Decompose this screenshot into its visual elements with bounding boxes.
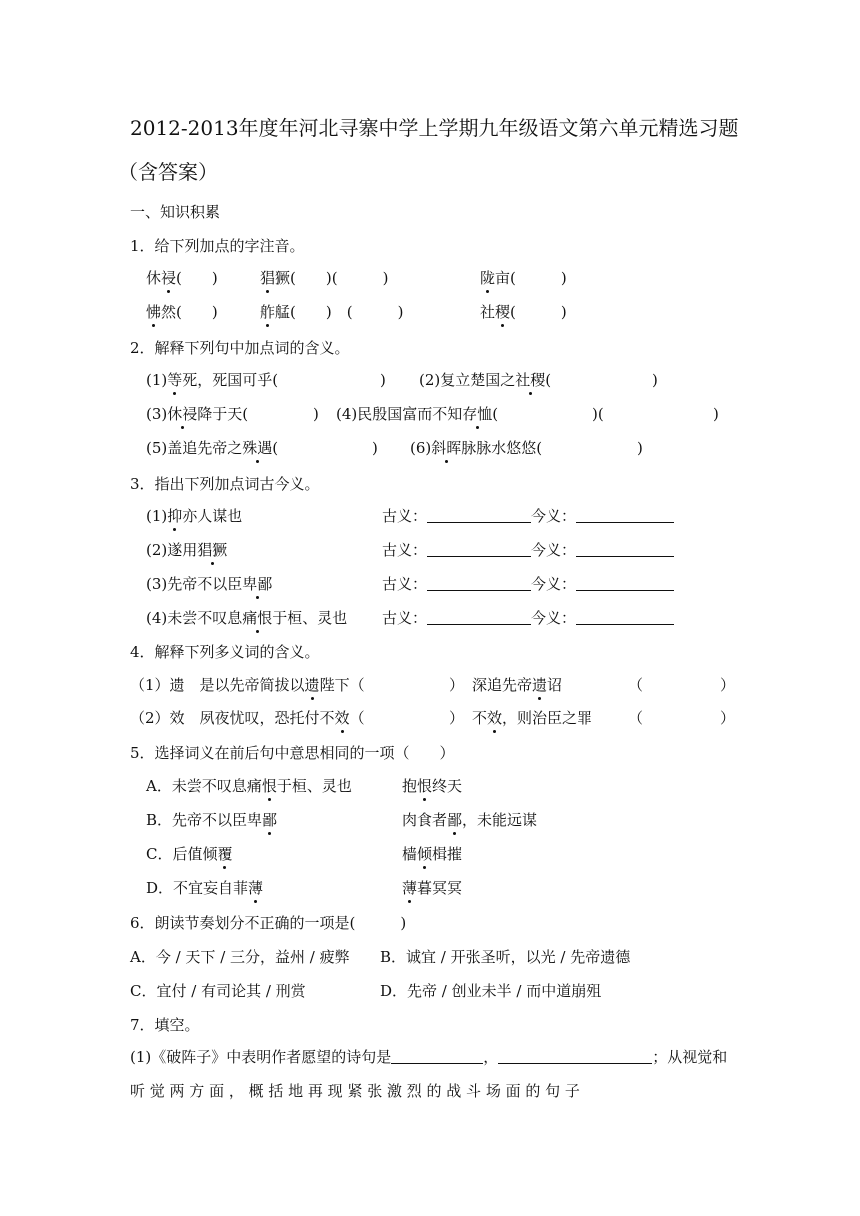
q2-item: (3)休祲降于天(: [146, 405, 249, 423]
dotted-word: 殊遇: [242, 439, 273, 457]
answer-blank[interactable]: [427, 540, 531, 557]
q4-paren: （: [628, 709, 644, 727]
q3-answer-row: 古义： 今义：: [382, 608, 674, 628]
q2-item: (2)复立楚国之社稷(: [419, 371, 552, 389]
dotted-char: 效: [487, 709, 503, 727]
dotted-char: 薄: [402, 879, 418, 897]
q2-item: (1)等死，死国可乎(: [146, 371, 279, 389]
q4-paren: ）: [720, 676, 736, 694]
doc-title: 2012-2013年度年河北寻寨中学上学期九年级语文第六单元精选习题: [130, 116, 739, 140]
q5-stem: 5．选择词义在前后句中意思相同的一项（ ）: [130, 744, 455, 762]
q2-stem: 2．解释下列句中加点词的含义。: [130, 339, 350, 357]
q4-item: （2）效 夙夜忧叹，恐托付不效（: [130, 709, 365, 727]
answer-blank[interactable]: [576, 540, 674, 557]
q1-item: 社稷( ): [480, 303, 567, 321]
q7-line: (1)《破阵子》中表明作者愿望的诗句是 ， ；从视觉和: [130, 1048, 728, 1066]
answer-blank[interactable]: [427, 506, 531, 523]
dotted-word: 存恤: [462, 405, 493, 423]
answer-blank[interactable]: [498, 1047, 652, 1064]
q4-item: 不效，则治臣之罪: [472, 709, 593, 727]
dotted-char: 薄: [248, 879, 264, 897]
q3-answer-row: 古义： 今义：: [382, 540, 674, 560]
q2-item: (4)民殷国富而不知存恤(: [336, 405, 499, 423]
q3-item: (3)先帝不以臣卑鄙: [146, 575, 273, 593]
answer-blank[interactable]: [427, 608, 531, 625]
dotted-char: 倾: [417, 845, 433, 863]
q5-option-a: A．未尝不叹息痛恨于桓、灵也: [146, 777, 352, 795]
q1-stem: 1．给下列加点的字注音。: [130, 237, 305, 255]
dotted-word: 抑: [167, 507, 183, 525]
answer-blank[interactable]: [576, 574, 674, 591]
q2-paren: ): [372, 439, 378, 457]
q5-option-d-compare: 薄暮冥冥: [402, 879, 463, 897]
dotted-char: 效: [334, 709, 350, 727]
dotted-char: 稷: [495, 303, 511, 321]
section-heading: 一、知识积累: [130, 203, 221, 221]
q2-paren: ): [652, 371, 658, 389]
q5-option-c-compare: 樯倾楫摧: [402, 845, 463, 863]
q5-option-b: B．先帝不以臣卑鄙: [146, 811, 278, 829]
q3-item: (4)未尝不叹息痛恨于桓、灵也: [146, 609, 348, 627]
q1-item: 舴艋( ) ( ): [260, 303, 404, 321]
q1-item: 陇亩( ): [480, 269, 567, 287]
q2-item: (5)盖追先帝之殊遇(: [146, 439, 279, 457]
q4-paren: ）: [449, 709, 465, 727]
q2-paren: ): [713, 405, 719, 423]
dotted-word: 休祲: [167, 405, 198, 423]
dotted-char: 猖: [260, 269, 276, 287]
dotted-char: 怫: [146, 303, 162, 321]
dotted-char: 恨: [417, 777, 433, 795]
answer-blank[interactable]: [576, 506, 674, 523]
dotted-word: 等: [167, 371, 183, 389]
dotted-char: 舴: [260, 303, 276, 321]
q2-item: (6)斜晖脉脉水悠悠(: [410, 439, 543, 457]
dotted-word: 卑鄙: [242, 575, 273, 593]
q4-paren: （: [628, 676, 644, 694]
dotted-char: 遗: [532, 676, 548, 694]
q5-option-c: C．后值倾覆: [146, 845, 233, 863]
q2-paren: )(: [592, 405, 604, 423]
q4-item: （1）遗 是以先帝简拔以遗陛下（: [130, 676, 365, 694]
q1-item: 休祲( ): [146, 269, 218, 287]
q6-option-c: C．宜付 / 有司论其 / 刑赏: [130, 982, 306, 1000]
q7-stem: 7．填空。: [130, 1016, 200, 1034]
q4-item: 深追先帝遗诏: [472, 676, 563, 694]
q6-stem: 6．朗读节奏划分不正确的一项是( ): [130, 914, 407, 932]
dotted-char: 恨: [261, 777, 277, 795]
q3-item: (1)抑亦人谋也: [146, 507, 243, 525]
q3-item: (2)遂用猖獗: [146, 541, 228, 559]
q1-item: 怫然( ): [146, 303, 218, 321]
doc-subtitle: （含答案）: [118, 160, 218, 184]
dotted-char: 覆: [217, 845, 233, 863]
dotted-char: 鄙: [447, 811, 463, 829]
q3-answer-row: 古义： 今义：: [382, 506, 674, 526]
q5-option-d: D．不宜妄自菲薄: [146, 879, 264, 897]
q5-option-b-compare: 肉食者鄙，未能远谋: [402, 811, 538, 829]
dotted-word: 猖獗: [197, 541, 228, 559]
dotted-word: 痛恨: [242, 609, 273, 627]
q4-stem: 4．解释下列多义词的含义。: [130, 643, 320, 661]
q2-paren: ): [313, 405, 319, 423]
answer-blank[interactable]: [391, 1047, 483, 1064]
q6-option-b: B．诚宜 / 开张圣听，以光 / 先帝遗德: [380, 948, 631, 966]
q7-line: 听 觉 两 方 面 ， 概 括 地 再 现 紧 张 激 烈 的 战 斗 场 面 的 句 子: [130, 1082, 580, 1100]
dotted-char: 遗: [304, 676, 320, 694]
q6-option-a: A．今 / 天下 / 三分，益州 / 疲弊: [130, 948, 350, 966]
q6-option-d: D．先帝 / 创业未半 / 而中道崩殂: [380, 982, 602, 1000]
q3-stem: 3．指出下列加点词古今义。: [130, 475, 320, 493]
q5-option-a-compare: 抱恨终天: [402, 777, 463, 795]
q4-paren: ）: [449, 676, 465, 694]
dotted-char: 祲: [161, 269, 177, 287]
dotted-char: 鄙: [262, 811, 278, 829]
q2-paren: ): [637, 439, 643, 457]
q1-item: 猖獗( )( ): [260, 269, 389, 287]
dotted-word: 社稷: [515, 371, 546, 389]
dotted-word: 斜晖: [431, 439, 462, 457]
dotted-char: 陇: [480, 269, 496, 287]
answer-blank[interactable]: [576, 608, 674, 625]
answer-blank[interactable]: [427, 574, 531, 591]
q4-paren: ）: [720, 709, 736, 727]
q2-paren: ): [380, 371, 386, 389]
q3-answer-row: 古义： 今义：: [382, 574, 674, 594]
